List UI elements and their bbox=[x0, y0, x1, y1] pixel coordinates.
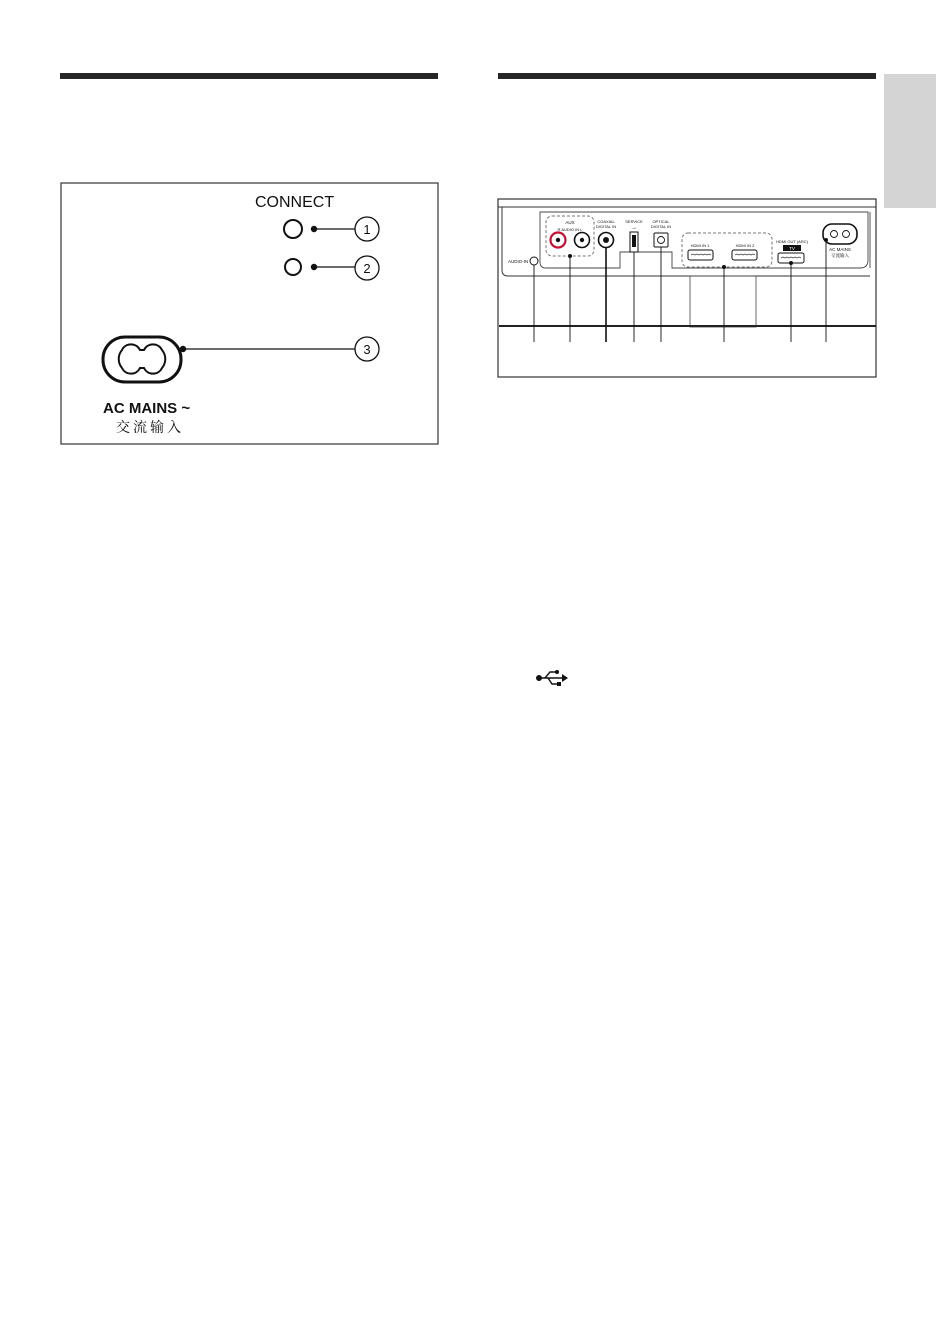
connect-label: CONNECT bbox=[255, 194, 335, 211]
hdmi2-port bbox=[732, 250, 757, 260]
service-label: SERVICE bbox=[625, 219, 643, 224]
right-rear-panel-diagram bbox=[498, 199, 876, 377]
hdmi1-port bbox=[688, 250, 713, 260]
aux-audio-in-label: R AUDIO IN L bbox=[557, 227, 583, 232]
callout-1-label: 1 bbox=[363, 222, 371, 237]
left-connector-diagram bbox=[61, 183, 438, 444]
coaxial-label-1: COAXIAL bbox=[597, 219, 615, 224]
audio-in-label: AUDIO-IN bbox=[508, 259, 529, 264]
callout-3-label: 3 bbox=[363, 342, 371, 357]
usb-icon bbox=[536, 670, 568, 686]
aux-label: AUX bbox=[565, 220, 575, 225]
tv-badge: TV bbox=[789, 246, 795, 251]
ac-mains-small-socket bbox=[823, 224, 857, 244]
ac-mains-cn-label: 交流输入 bbox=[116, 420, 184, 436]
ac-mains-small-cn-label: 交流输入 bbox=[831, 254, 849, 259]
hdmi1-label: HDMI IN 1 bbox=[690, 243, 710, 248]
optical-label-2: DIGITAL IN bbox=[650, 224, 672, 229]
optical-label-1: OPTICAL bbox=[652, 219, 670, 224]
connect-button-2 bbox=[285, 259, 301, 275]
ac-mains-small-label: AC MAINS bbox=[829, 247, 851, 252]
audio-in-jack bbox=[530, 257, 538, 265]
coaxial-label-2: DIGITAL IN bbox=[595, 224, 617, 229]
hdmi-out-label: HDMI OUT (ARC) bbox=[776, 239, 808, 244]
callout-2-label: 2 bbox=[363, 261, 371, 276]
optical-port bbox=[654, 233, 668, 247]
connect-button-1 bbox=[284, 220, 302, 238]
ac-mains-label: AC MAINS ~ bbox=[103, 400, 191, 417]
hdmi2-label: HDMI IN 2 bbox=[735, 243, 755, 248]
service-usb-icon: → bbox=[631, 225, 637, 231]
ac-mains-socket bbox=[103, 337, 181, 382]
